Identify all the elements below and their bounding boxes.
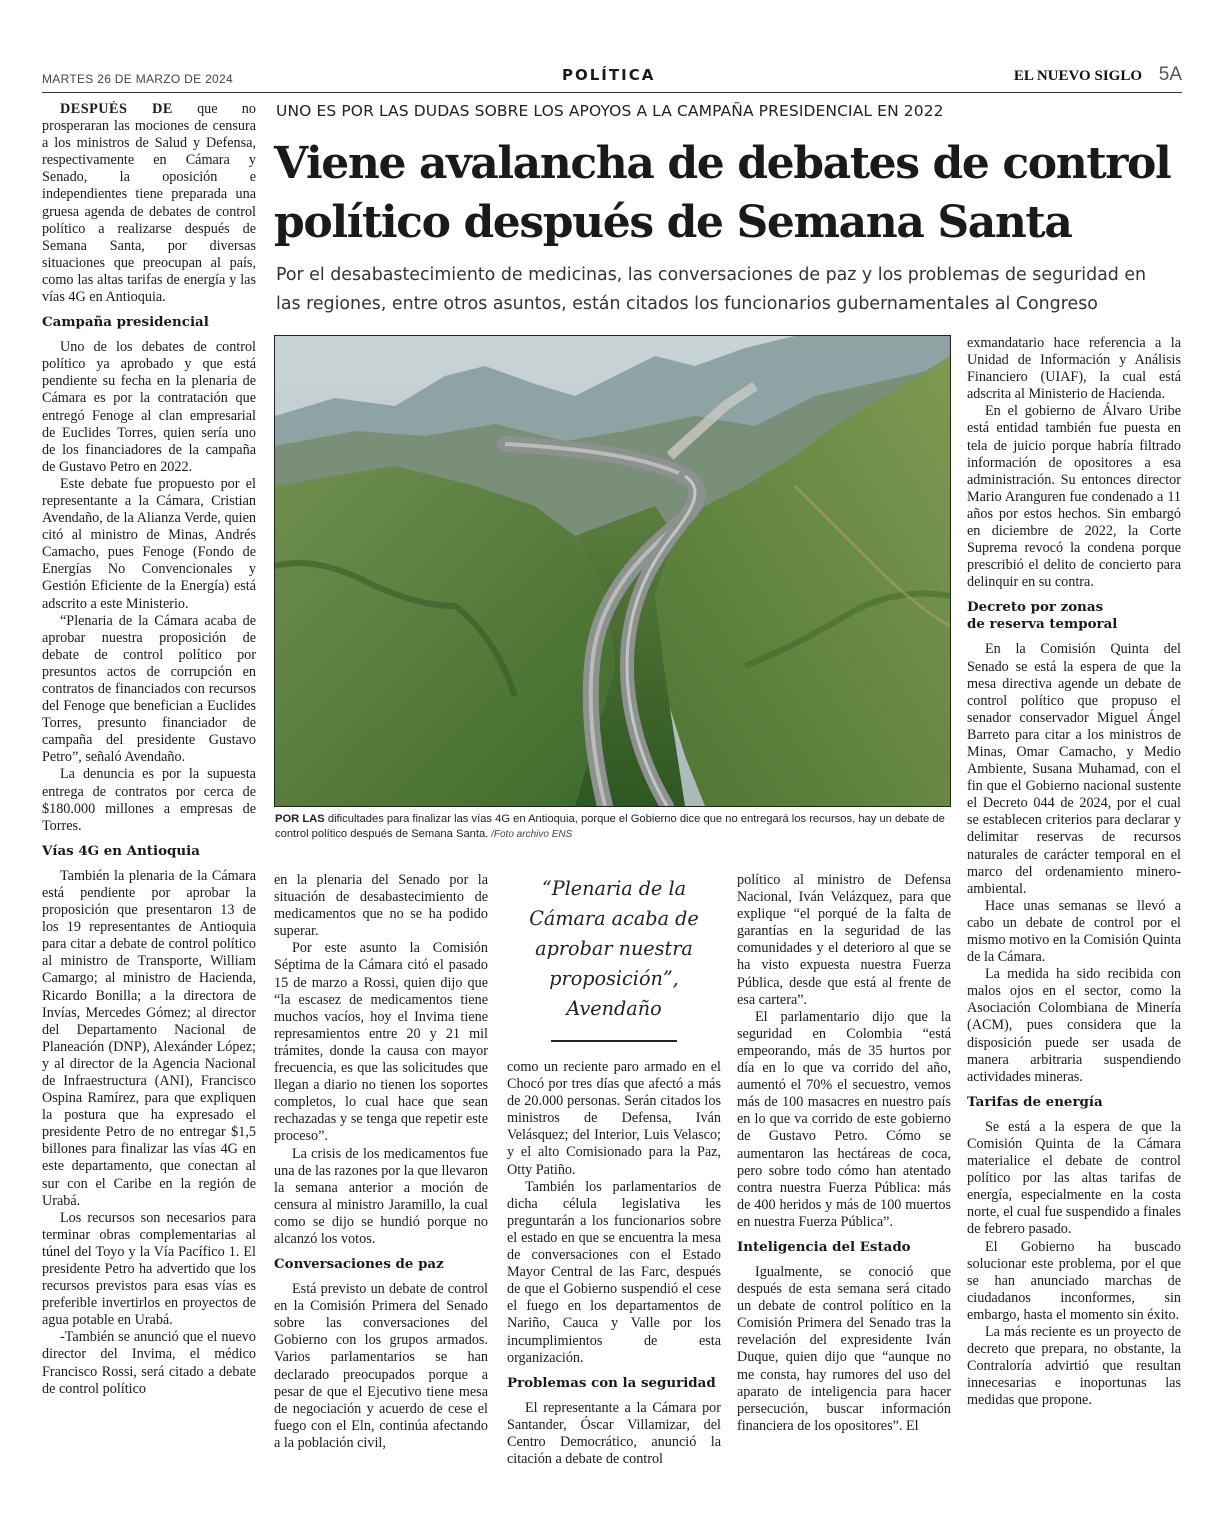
paragraph: como un reciente paro armado en el Chocó por tres días que afectó a más de 20.000 personas. Serán citados los ministros de Defensa, Iván Velásquez; del Interior, Luis Velasco; y el alto Comisionado para la Paz, Otty Patiño. xyxy=(507,1059,721,1178)
paragraph: Uno de los debates de control político ya aprobado y que está pendiente su fecha en la plenaria de Cámara es por la contratación que entregó Fenoge al clan empresarial de Euclides Torres, quien sería uno de los financiadores de la campaña de Gustavo Petro en 2022. xyxy=(42,339,256,475)
highway-landscape-image xyxy=(275,336,950,806)
paragraph: El Gobierno ha buscado solucionar este problema, por el que se han anunciado marchas de ciudadanos inconformes, sin embargo, hasta el momento sin éxito. xyxy=(967,1238,1181,1323)
article-column-5 xyxy=(967,335,1181,1512)
paragraph: Este debate fue propuesto por el representante a la Cámara, Cristian Avendaño, de la Alianza Verde, quien citó al ministro de Minas, Andrés Camacho, pues Fenoge (Fondo de Energías No Convencionales y Gestión Eficiente de la Energía) está adscrito a este Ministerio. xyxy=(42,475,256,612)
subheading-line-1: Decreto por zonas xyxy=(967,599,1104,616)
subheading xyxy=(967,599,1181,633)
subheading: Conversaciones de paz xyxy=(274,1256,444,1273)
highway-photo xyxy=(274,335,951,807)
paragraph: El parlamentario dijo que la seguridad en Colombia “está empeorando, más de 35 hurtos por día en lo que va corrido del año, aumentó el 70% el secuestro, vemos más de 100 masacres en nuestro país en lo que va corrido de este gobierno de Gustavo Petro. Cómo se aumentaron las hectáreas de coca, pero sobre todo cómo han atentado contra nuestra Fuerza Pública: más de 400 heridos y más de 100 muertos en nuestra Fuerza Pública”. xyxy=(737,1008,951,1230)
paragraph: También los parlamentarios de dicha célula legislativa les preguntarán a los funcionarios sobre el estado en que se encuentra la mesa de conversaciones con el Estado Mayor Central de las Farc, después de que el Gobierno suspendió el cese el fuego en los departamentos de Nariño, Cauca y Valle por los incumplimientos de esta organización. xyxy=(507,1178,721,1366)
paragraph: La medida ha sido recibida con malos ojos en el sector, como la Asociación Colombiana de Minería (ACM), pues considera que la disposición puede ser usada de manera arbitraria suspendiendo actividades mineras. xyxy=(967,966,1181,1085)
lead-paragraph xyxy=(42,101,256,306)
subheading: Vías 4G en Antioquia xyxy=(42,842,200,859)
paragraph: La crisis de los medicamentos fue una de las razones por la que llevaron la semana anterior a moción de censura al ministro Jaramillo, la cual como se dijo se hundió porque no alcanzó los votos. xyxy=(274,1145,488,1247)
lead-caps: DESPUÉS DE xyxy=(60,101,173,117)
article-headline: Viene avalancha de debates de control político después de Semana Santa xyxy=(274,138,1171,248)
photo-caption xyxy=(275,812,950,842)
article-subhead: Por el desabastecimiento de medicinas, las conversaciones de paz y los problemas de seguridad en las regiones, entre otros asuntos, están citados los funcionarios gubernamentales al Congreso xyxy=(276,265,1147,314)
paragraph: El representante a la Cámara por Santander, Óscar Villamizar, del Centro Democrático, anunció la citación a debate de control xyxy=(507,1399,721,1467)
paragraph: “Plenaria de la Cámara acaba de aprobar nuestra proposición de debate de control político por presuntos actos de corrupción en contratos de financiados con recursos del Fenoge que benefician a Euclides Torres, presunto financiador de campaña del presidente Gustavo Petro”, señaló Avendaño. xyxy=(42,612,256,766)
paragraph: en la plenaria del Senado por la situación de desabastecimiento de medicamentos que no se ha podido superar. xyxy=(274,872,488,940)
subheading-line-2: de reserva temporal xyxy=(967,616,1118,633)
paragraph: La más reciente es un proyecto de decreto que prepara, no obstante, la Contraloría advirtió que resultan innecesarias e inoportunas las medidas que propone. xyxy=(967,1323,1181,1409)
page-number: 5A xyxy=(1158,64,1182,85)
article-column-2 xyxy=(274,872,488,1512)
paragraph: Se está a la espera de que la Comisión Quinta de la Cámara materialice el debate de control político por las altas tarifas de energía, especialmente en la costa norte, el cual fue suspendido a finales de febrero pasado. xyxy=(967,1118,1181,1238)
pull-quote xyxy=(507,874,721,1042)
subheading: Problemas con la seguridad xyxy=(507,1374,716,1391)
paragraph: -También se anunció que el nuevo director del Invima, el médico Francisco Rossi, será citado a debate de control político xyxy=(42,1329,256,1397)
pull-quote-rule xyxy=(551,1040,677,1042)
subheading: Tarifas de energía xyxy=(967,1093,1103,1110)
caption-text: dificultades para finalizar las vías 4G en Antioquia, porque el Gobierno dice que no entregará los recursos, hay un debate de control político después de Semana Santa. xyxy=(275,813,945,840)
masthead xyxy=(42,62,1182,93)
paragraph: En la Comisión Quinta del Senado se está la espera de que la mesa directiva agende un debate de control político que propuso el senador conservador Miguel Ángel Barreto para citar a los ministros de Minas, Omar Camacho, y Medio Ambiente, Susana Muhamad, con el fin que el Gobierno nacional sustente el Decreto 044 de 2024, por el cual se establecen criterios para declarar y delimitar reservas de recursos naturales de carácter temporal en el marco del ordenamiento minero-ambiental. xyxy=(967,641,1181,897)
issue-date: MARTES 26 DE MARZO DE 2024 xyxy=(42,72,233,86)
article-column-3 xyxy=(507,1059,721,1512)
paragraph: Está previsto un debate de control en la Comisión Primera del Senado sobre las conversaciones del Gobierno con los grupos armados. Varios parlamentarios se han declarado preocupados porque a pesar de que el Ejecutivo tiene mesa de negociación y acuerdo de cese el fuego con el Eln, continúa afectando a la población civil, xyxy=(274,1281,488,1451)
paragraph: político al ministro de Defensa Nacional, Iván Velázquez, para que explique “el porqué de la falta de garantías en la seguridad de las comunidades y el deterioro al que se ha visto expuesta nuestra Fuerza Pública, desde que está al frente de esa cartera”. xyxy=(737,872,951,1008)
paragraph: Hace unas semanas se llevó a cabo un debate de control por el mismo motivo en la Comisión Quinta de la Cámara. xyxy=(967,897,1181,966)
paragraph: También la plenaria de la Cámara está pendiente por aprobar la proposición que presentaron 13 de los 19 representantes de Antioquia para citar a debate de control político al ministro de Transporte, William Camargo; al ministro de Hacienda, Ricardo Bonilla; a la directora de Invías, Mercedes Gómez; al director del Departamento Nacional de Planeación (DNP), Alexánder López; y al director de la Agencia Nacional de Infraestructura (ANI), Francisco Ospina Ramírez, para que expliquen la postura que ha expresado el presidente Petro de no entregar $1,5 billones para finalizar las vías 4G en este departamento, que conectan al sur con el Caribe en la región de Urabá. xyxy=(42,867,256,1209)
paragraph: En el gobierno de Álvaro Uribe está entidad también fue puesta en tela de juicio porque habría filtrado información de opositores a esa administración. Su entonces director Mario Aranguren fue condenado a 11 años por estos hechos. Sin embargó en diciembre de 2022, la Corte Suprema revocó la condena porque prescribió el delito de concierto para delinquir en su contra. xyxy=(967,403,1181,591)
paragraph: Igualmente, se conoció que después de esta semana será citado un debate de control político en la Comisión Primera del Senado tras la revelación del expresidente Iván Duque, quien dijo que “aunque no me consta, hay rumores del uso del aparato de inteligencia para hacer persecución, buscar información financiera de los opositores”. El xyxy=(737,1263,951,1434)
subheading: Inteligencia del Estado xyxy=(737,1238,911,1255)
paragraph: Por este asunto la Comisión Séptima de la Cámara citó el pasado 15 de marzo a Rossi, quien dijo que “la escasez de medicamentos tiene muchos vacíos, hoy el Invima tiene represamientos entre 20 y 21 mil trámites, donde la causa con mayor frecuencia, es que las solicitudes que llegan a diario no tienen los soportes completos, lo cual hace que sean rechazadas y se tenga que repetir este proceso”. xyxy=(274,940,488,1145)
subheading: Campaña presidencial xyxy=(42,314,209,331)
caption-lead: POR LAS xyxy=(275,813,325,825)
paragraph: exmandatario hace referencia a la Unidad de Información y Análisis Financiero (UIAF), la cual está adscrita al Ministerio de Hacienda. xyxy=(967,335,1181,403)
lead-text: que no prosperaran las mociones de censura a los ministros de Salud y Defensa, respectivamente en Cámara y Senado, la oposición e independientes tiene preparada una gruesa agenda de debates de control político a realizarse después de Semana Santa, por diversas situaciones que preocupan al país, como las altas tarifas de energía y las vías 4G en Antioquia. xyxy=(42,101,256,306)
article-column-1 xyxy=(42,101,256,1511)
newspaper-name: EL NUEVO SIGLO xyxy=(1013,68,1142,84)
section-name: POLÍTICA xyxy=(562,66,656,84)
photo-credit: /Foto archivo ENS xyxy=(488,829,573,840)
paragraph: La denuncia es por la supuesta entrega de contratos por cerca de $180.000 millones a empresas de Torres. xyxy=(42,766,256,834)
article-column-4 xyxy=(737,872,951,1512)
pull-quote-text: “Plenaria de la Cámara acaba de aprobar nuestra proposición”, Avendaño xyxy=(529,877,699,1020)
article-kicker: UNO ES POR LAS DUDAS SOBRE LOS APOYOS A LA CAMPAÑA PRESIDENCIAL EN 2022 xyxy=(276,102,944,120)
paragraph: Los recursos son necesarios para terminar obras complementarias al túnel del Toyo y la Vía Pacífico 1. El presidente Petro ha advertido que los recursos previstos para esas vías es preferible invertirlos en proyectos de agua potable en Urabá. xyxy=(42,1209,256,1329)
